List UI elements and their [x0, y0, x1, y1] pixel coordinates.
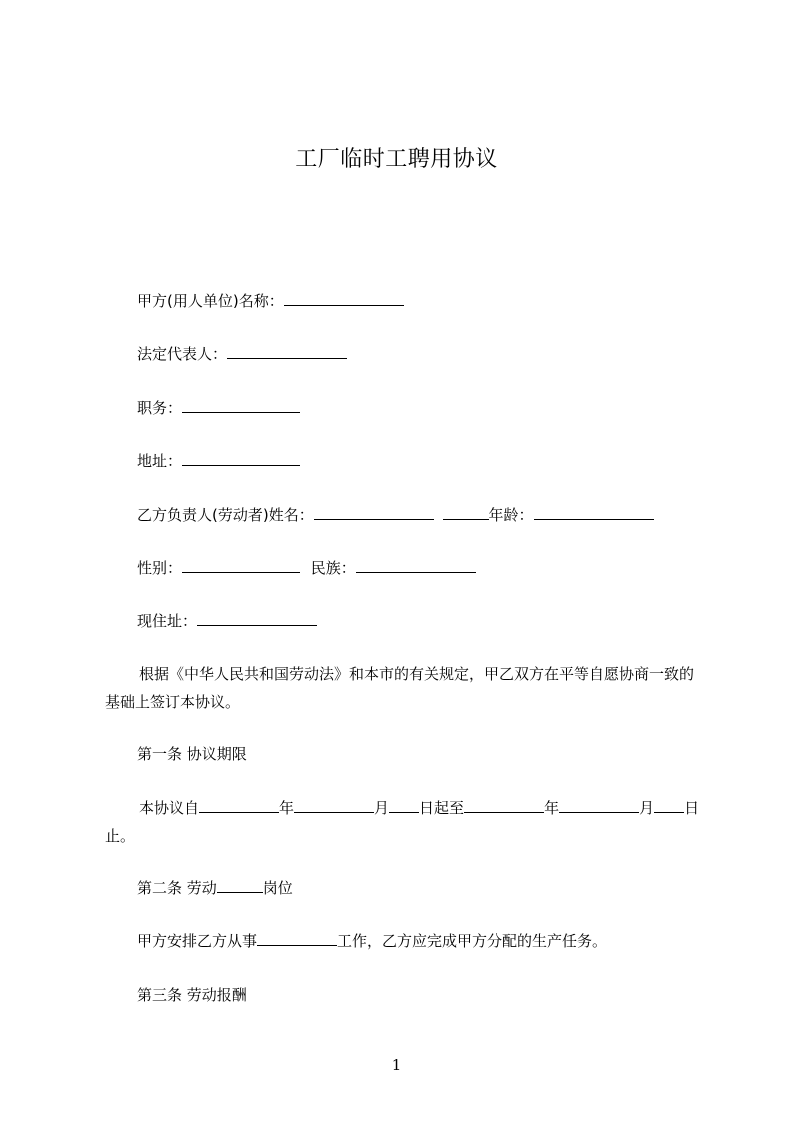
party-b-gender-blank[interactable]: [182, 558, 300, 573]
party-b-name-label: 乙方负责人(劳动者)姓名：: [137, 506, 314, 524]
party-b-age-label: 年龄：: [488, 506, 534, 524]
article-1-end-text: 日止。: [105, 799, 700, 845]
article-2-text-suffix: 工作，乙方应完成甲方分配的生产任务。: [337, 932, 608, 950]
start-month-blank[interactable]: [294, 798, 374, 813]
party-b-name-blank[interactable]: [314, 505, 434, 520]
article-1-heading: 第一条 协议期限: [137, 745, 247, 763]
end-month-blank[interactable]: [559, 798, 639, 813]
end-day-blank[interactable]: [654, 798, 684, 813]
party-a-address-line: [137, 451, 300, 471]
party-b-address-label: 现住址：: [137, 612, 198, 630]
party-b-address-blank[interactable]: [197, 611, 317, 626]
party-a-position-line: [137, 398, 300, 418]
start-year-blank[interactable]: [199, 798, 279, 813]
article-2-paragraph: [137, 931, 607, 951]
party-b-gender-line: [137, 558, 476, 578]
from-to-text: 日起至: [419, 799, 465, 817]
party-a-rep-line: [137, 344, 347, 364]
party-a-position-label: 职务：: [137, 399, 183, 417]
party-a-name-line: [137, 291, 404, 311]
party-a-name-blank[interactable]: [284, 291, 404, 306]
party-b-name-line: [137, 505, 654, 525]
party-a-rep-blank[interactable]: [227, 344, 347, 359]
party-b-extra-blank[interactable]: [443, 505, 489, 520]
article-3-heading: 第三条 劳动报酬: [137, 986, 247, 1004]
party-a-rep-label: 法定代表人：: [137, 345, 228, 363]
party-b-gender-label: 性别：: [137, 559, 183, 577]
party-b-ethnicity-label: 民族：: [310, 559, 356, 577]
start-year-label: 年: [279, 799, 295, 817]
party-a-address-label: 地址：: [137, 452, 183, 470]
party-b-address-line: [137, 611, 317, 631]
party-b-age-blank[interactable]: [534, 505, 654, 520]
page-number: 1: [391, 1056, 402, 1074]
work-type-blank[interactable]: [257, 931, 337, 946]
start-month-label: 月: [374, 799, 390, 817]
article-2-heading-prefix: 第二条 劳动: [137, 879, 217, 897]
party-a-position-blank[interactable]: [182, 398, 300, 413]
intro-paragraph: 根据《中华人民共和国劳动法》和本市的有关规定，甲乙双方在平等自愿协商一致的基础上签订本协议。: [105, 665, 695, 711]
party-a-address-blank[interactable]: [182, 451, 300, 466]
party-a-name-label: 甲方(用人单位)名称：: [137, 292, 284, 310]
start-day-blank[interactable]: [389, 798, 419, 813]
document-title: 工厂临时工聘用协议: [295, 147, 498, 172]
end-year-blank[interactable]: [464, 798, 544, 813]
end-month-label: 月: [639, 799, 655, 817]
article-2-heading-blank[interactable]: [217, 878, 263, 893]
article-2-heading: [137, 878, 293, 898]
party-b-ethnicity-blank[interactable]: [356, 558, 476, 573]
article-2-heading-suffix: 岗位: [262, 879, 293, 897]
article-1-start-text: 本协议自: [139, 799, 200, 817]
article-2-text-prefix: 甲方安排乙方从事: [137, 932, 258, 950]
end-year-label: 年: [544, 799, 560, 817]
article-1-paragraph: [105, 794, 703, 850]
